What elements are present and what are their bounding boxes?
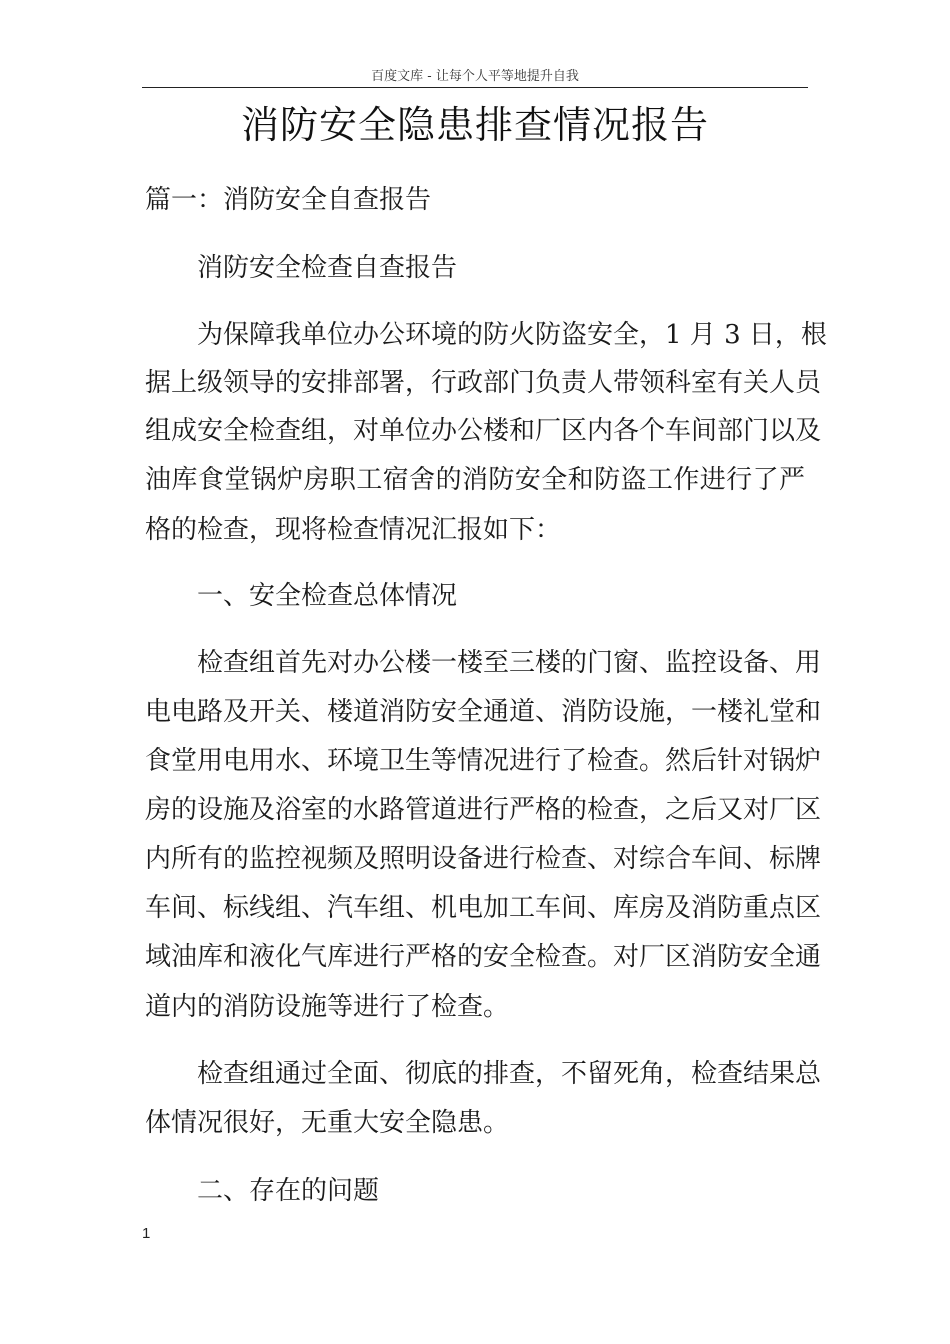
section-subheading: 一、安全检查总体情况 [197, 581, 458, 611]
paragraph-line: 车间、标线组、汽车组、机电加工车间、库房及消防重点区 [145, 893, 822, 923]
paragraph-line: 为保障我单位办公环境的防火防盗安全，1 月 3 日，根 [197, 320, 827, 350]
paragraph-line: 道内的消防设施等进行了检查。 [145, 992, 510, 1022]
paragraph-line: 据上级领导的安排部署，行政部门负责人带领科室有关人员 [145, 368, 822, 398]
report-subtitle: 消防安全检查自查报告 [197, 253, 458, 283]
paragraph-line: 食堂用电用水、环境卫生等情况进行了检查。然后针对锅炉 [145, 746, 822, 776]
section-heading: 篇一：消防安全自查报告 [145, 185, 432, 215]
paragraph-line: 房的设施及浴室的水路管道进行严格的检查，之后又对厂区 [145, 795, 822, 825]
paragraph-line: 检查组首先对办公楼一楼至三楼的门窗、监控设备、用 [197, 648, 822, 678]
page-number: 1 [142, 1225, 151, 1242]
paragraph-line: 内所有的监控视频及照明设备进行检查、对综合车间、标牌 [145, 844, 822, 874]
document-title: 消防安全隐患排查情况报告 [240, 103, 709, 147]
paragraph-line: 域油库和液化气库进行严格的安全检查。对厂区消防安全通 [145, 942, 822, 972]
paragraph-line: 油库食堂锅炉房职工宿舍的消防安全和防盗工作进行了严 [145, 465, 805, 495]
header-divider [142, 87, 808, 88]
paragraph-line: 组成安全检查组，对单位办公楼和厂区内各个车间部门以及 [145, 416, 822, 446]
paragraph-line: 体情况很好，无重大安全隐患。 [145, 1108, 510, 1138]
section-subheading: 二、存在的问题 [197, 1176, 380, 1206]
paragraph-line: 电电路及开关、楼道消防安全通道、消防设施，一楼礼堂和 [145, 697, 822, 727]
paragraph-line: 检查组通过全面、彻底的排查，不留死角，检查结果总 [197, 1059, 822, 1089]
paragraph-line: 格的检查，现将检查情况汇报如下： [145, 515, 562, 545]
page-header-text: 百度文库 - 让每个人平等地提升自我 [371, 69, 579, 84]
